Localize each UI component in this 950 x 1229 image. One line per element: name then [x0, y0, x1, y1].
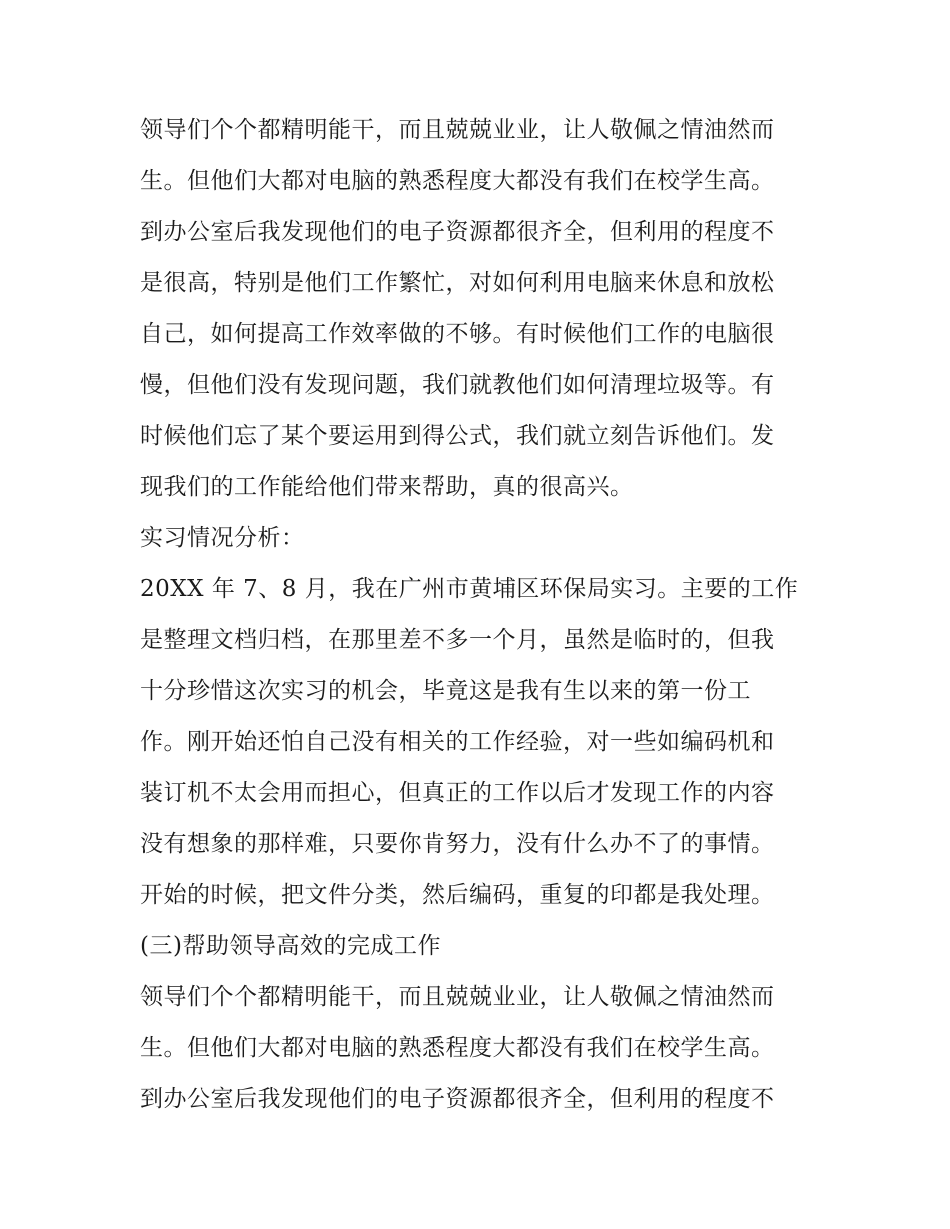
text-line: 没有想象的那样难，只要你肯努力，没有什么办不了的事情。 [140, 831, 775, 857]
text-line: 生。但他们大都对电脑的熟悉程度大都没有我们在校学生高。 [140, 168, 775, 194]
section-heading: 实习情况分析： [140, 525, 305, 551]
text-line: 现我们的工作能给他们带来帮助，真的很高兴。 [140, 474, 634, 500]
text-line: 是很高，特别是他们工作繁忙，对如何利用电脑来休息和放松 [140, 270, 775, 296]
text-line: 生。但他们大都对电脑的熟悉程度大都没有我们在校学生高。 [140, 1035, 775, 1061]
text-line: 领导们个个都精明能干，而且兢兢业业，让人敬佩之情油然而 [140, 984, 775, 1010]
text-line: 慢，但他们没有发现问题，我们就教他们如何清理垃圾等。有 [140, 372, 775, 398]
text-line: 到办公室后我发现他们的电子资源都很齐全，但利用的程度不 [140, 1086, 775, 1112]
text-line: 20XX 年 7、8 月，我在广州市黄埔区环保局实习。主要的工作 [140, 576, 799, 602]
text-line: 开始的时候，把文件分类，然后编码，重复的印都是我处理。 [140, 882, 775, 908]
text-line: 是整理文档归档，在那里差不多一个月，虽然是临时的，但我 [140, 627, 775, 653]
text-line: 十分珍惜这次实习的机会，毕竟这是我有生以来的第一份工 [140, 678, 751, 704]
text-line: 到办公室后我发现他们的电子资源都很齐全，但利用的程度不 [140, 219, 775, 245]
text-line: 时候他们忘了某个要运用到得公式，我们就立刻告诉他们。发 [140, 423, 775, 449]
text-line: 作。刚开始还怕自己没有相关的工作经验，对一些如编码机和 [140, 729, 775, 755]
text-line: 装订机不太会用而担心，但真正的工作以后才发现工作的内容 [140, 780, 775, 806]
document-body [140, 105, 830, 1125]
text-line: 领导们个个都精明能干，而且兢兢业业，让人敬佩之情油然而 [140, 117, 775, 143]
section-heading: (三)帮助领导高效的完成工作 [140, 933, 441, 959]
text-line: 自己，如何提高工作效率做的不够。有时候他们工作的电脑很 [140, 321, 775, 347]
